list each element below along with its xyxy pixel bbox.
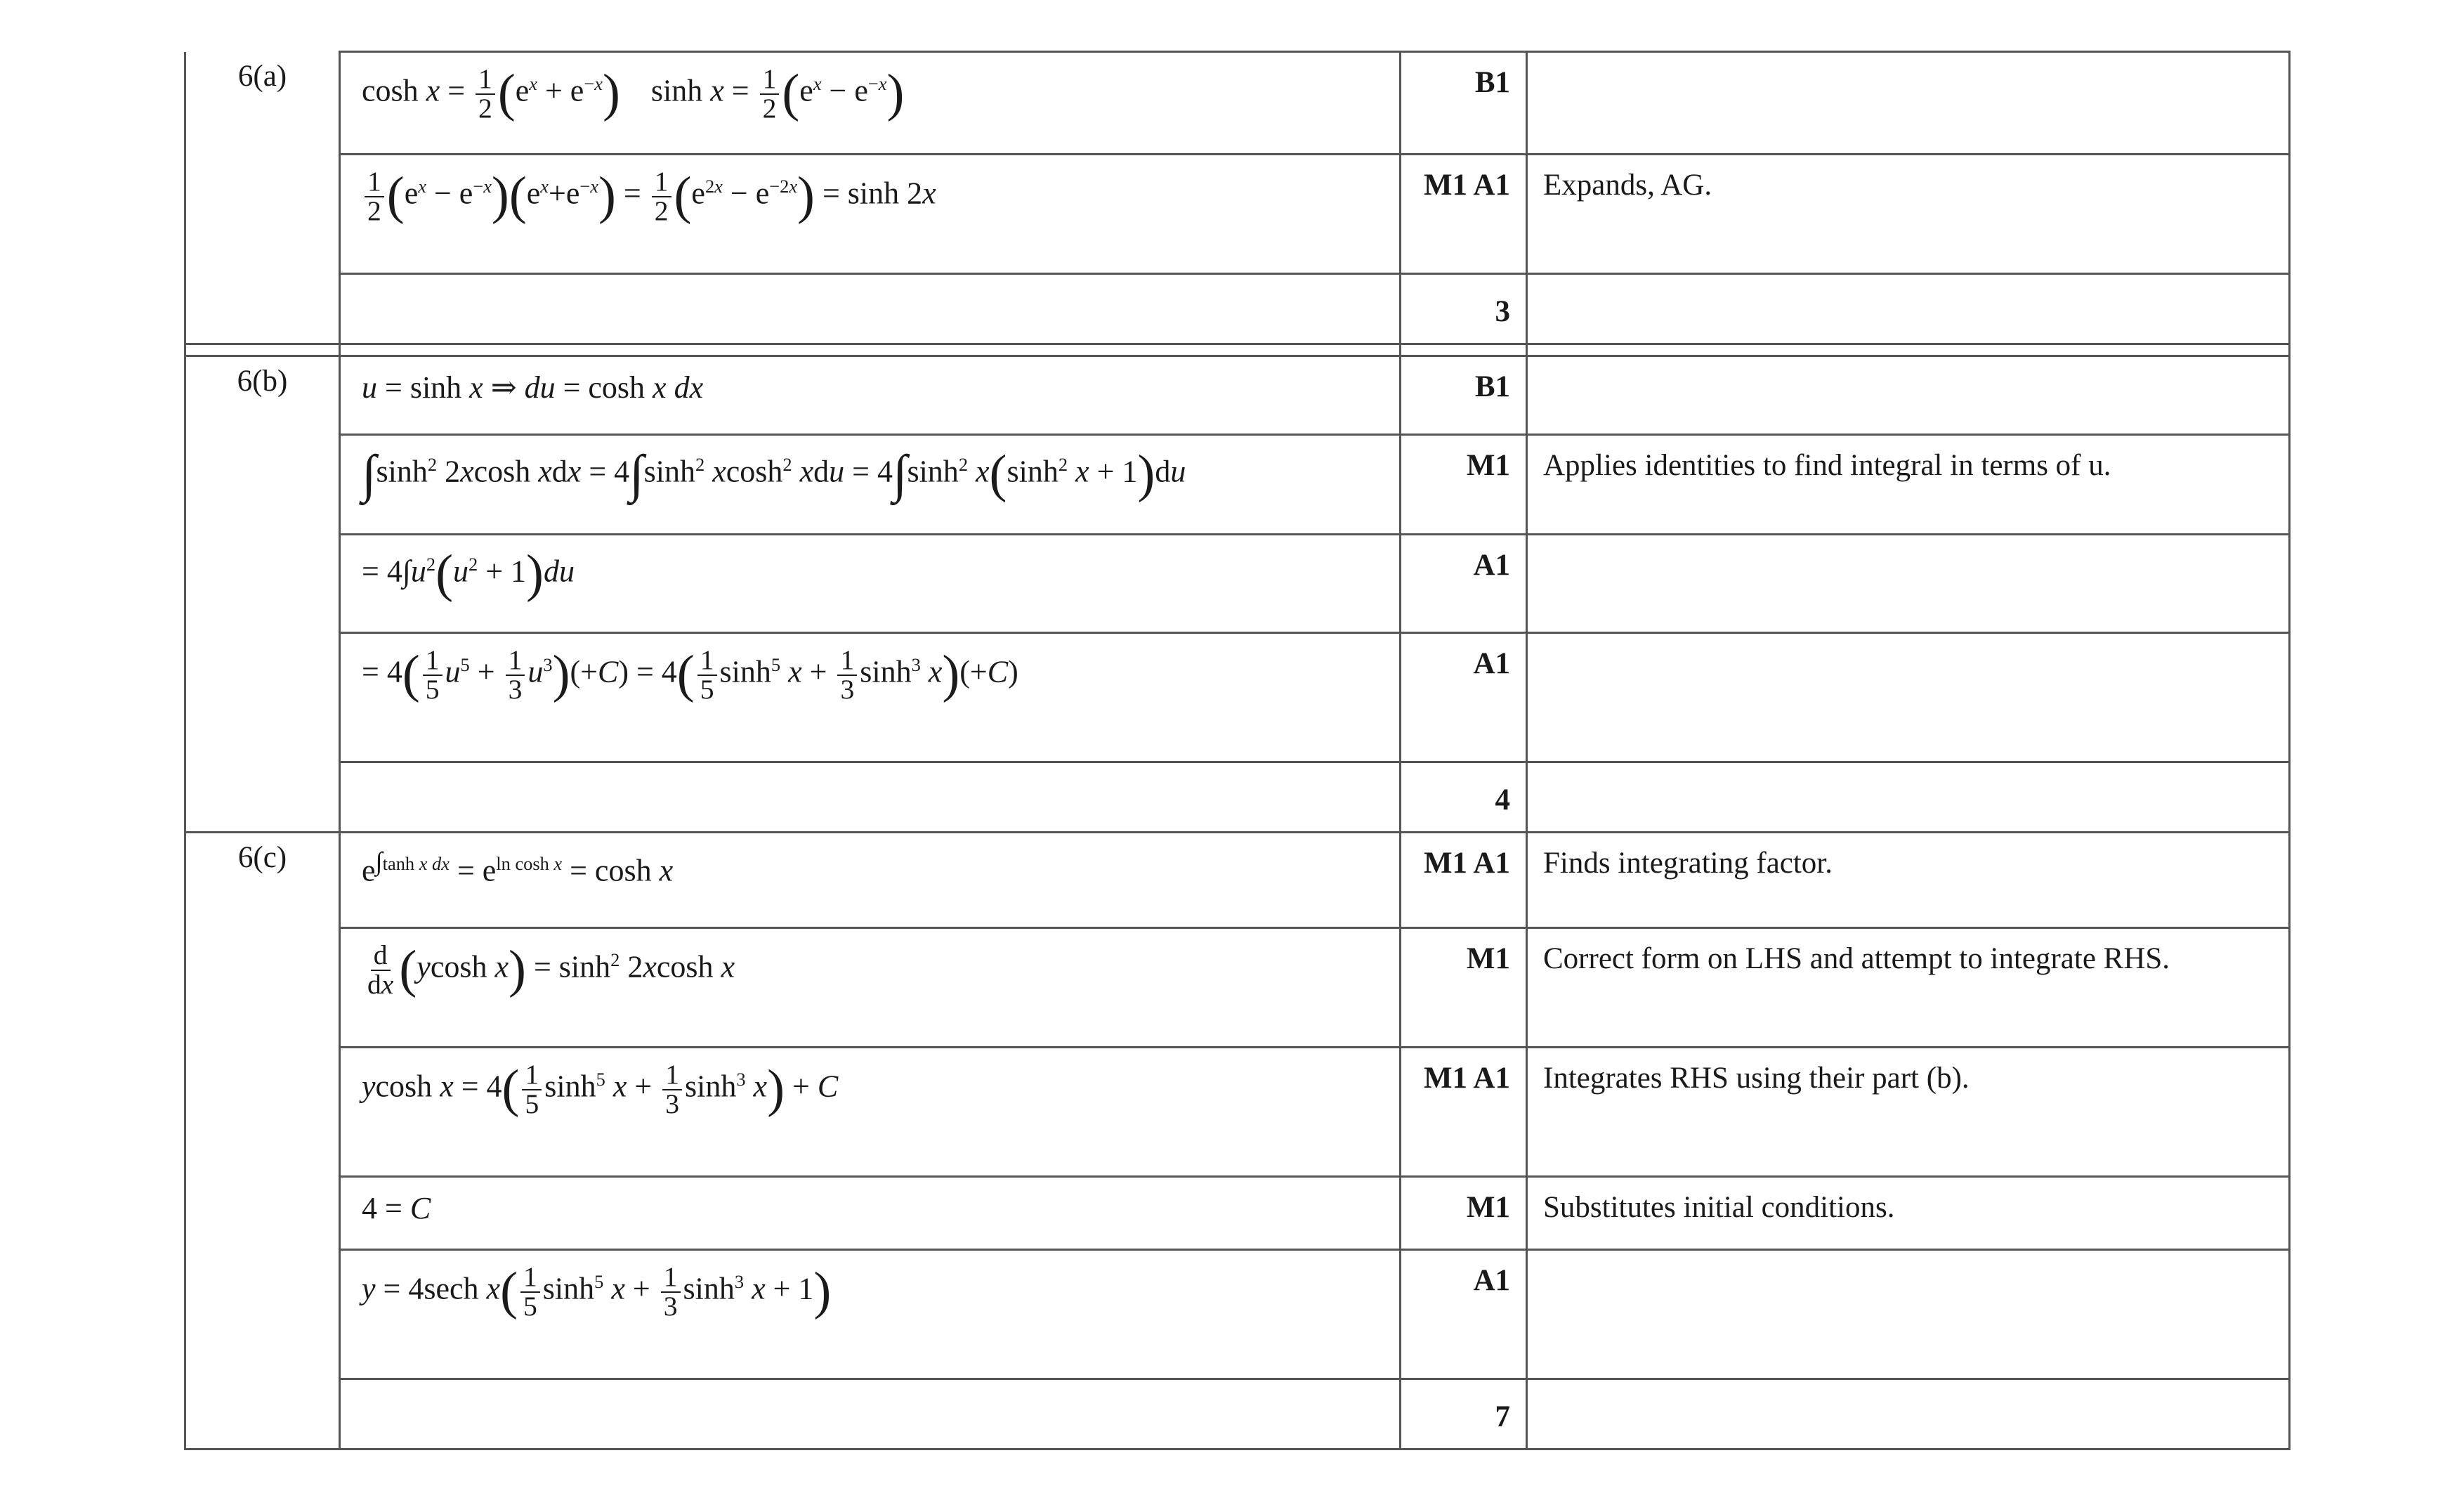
marks-total: 4 (1401, 762, 1527, 833)
guidance-cell: Finds integrating factor. (1527, 833, 2290, 928)
marks-cell: M1 A1 (1401, 1048, 1527, 1177)
answer-cell (340, 633, 1401, 762)
guidance-cell (1527, 1379, 2290, 1449)
math-expression: = $4\int u^2(u^2 + 1)du$ (362, 545, 575, 603)
mark-scheme-table (184, 51, 2291, 1450)
answer-cell (340, 928, 1401, 1048)
guidance-cell: Expands, AG. (1527, 155, 2290, 274)
answer-cell (340, 833, 1401, 928)
table-row (185, 762, 2290, 833)
table-row (185, 52, 2290, 155)
table-row (185, 535, 2290, 633)
marks-total: 3 (1401, 274, 1527, 344)
mark-scheme-sheet (184, 51, 2288, 1450)
table-row (185, 1048, 2290, 1177)
marks-cell: A1 (1401, 1250, 1527, 1379)
table-row (185, 155, 2290, 274)
table-row (185, 833, 2290, 928)
marks-cell: B1 (1401, 52, 1527, 155)
guidance-cell: Substitutes initial conditions. (1527, 1177, 2290, 1250)
table-row (185, 1177, 2290, 1250)
question-number: 6(b) (185, 356, 340, 833)
math-expression: = 4( $\frac{1}{5}$ $u^5$ + $\frac{1}{3}$ $u^3)(+C) = 4$( $\frac{1}{5}$ $\sinh^5 x$ + $\frac{1}{3}$ $\sinh^3 x)(+C)$ (362, 644, 1018, 705)
guidance-cell (1527, 1250, 2290, 1379)
math-expression: $\int\sinh^2$ 2xcosh xdx = $4\int\sinh^2$ xcosh$^2$ xdu = $4\int\sinh^2$ $x(\sinh^2$ x + 1)du (362, 445, 1186, 503)
marks-total: 7 (1401, 1379, 1527, 1449)
question-number: 6(c) (185, 833, 340, 1449)
section-divider (185, 344, 2290, 356)
math-expression: $\frac{d}{dx}$ (ycosh $x) = \sinh^2 2xcosh$ x (367, 939, 735, 1000)
answer-cell (340, 1048, 1401, 1177)
guidance-cell (1527, 535, 2290, 633)
answer-cell (340, 535, 1401, 633)
answer-cell (340, 52, 1401, 155)
guidance-cell: Correct form on LHS and attempt to integrate RHS. (1527, 928, 2290, 1048)
marks-cell: M1 (1401, 928, 1527, 1048)
marks-cell: B1 (1401, 356, 1527, 435)
guidance-cell (1527, 52, 2290, 155)
guidance-cell (1527, 633, 2290, 762)
math-expression: y = 4sech x( $\frac{1}{5}$ $\sinh^5 x$ + $\frac{1}{3}$ $\sinh^3 x + 1$) (362, 1261, 832, 1322)
table-row (185, 928, 2290, 1048)
answer-cell (340, 1177, 1401, 1250)
answer-cell (340, 762, 1401, 833)
table-row (185, 274, 2290, 344)
marks-cell: A1 (1401, 535, 1527, 633)
guidance-cell (1527, 356, 2290, 435)
guidance-cell: Applies identities to find integral in terms of u. (1527, 435, 2290, 535)
marks-cell: M1 A1 (1401, 833, 1527, 928)
answer-cell (340, 1250, 1401, 1379)
answer-cell (340, 274, 1401, 344)
table-row (185, 356, 2290, 435)
marks-cell: M1 A1 (1401, 155, 1527, 274)
math-expression: ycosh x = 4( $\frac{1}{5}$ $\sinh^5 x$ + $\frac{1}{3}$ $\sinh^3 x) + C$ (362, 1059, 839, 1119)
guidance-cell (1527, 762, 2290, 833)
answer-cell (340, 155, 1401, 274)
math-expression: cosh x = $\frac{1}{2}$ $(e^x + e^{-x})$ sinh x = $\frac{1}{2}$ $(e^x - e^{-x})$ (362, 63, 905, 124)
answer-cell (340, 356, 1401, 435)
guidance-cell (1527, 274, 2290, 344)
table-row (185, 1250, 2290, 1379)
table-row (185, 633, 2290, 762)
math-expression: $e^{\int tanh x dx} = e^{ln cosh x} = \cosh x$ (362, 847, 674, 888)
answer-cell (340, 1379, 1401, 1449)
marks-cell: A1 (1401, 633, 1527, 762)
marks-cell: M1 (1401, 1177, 1527, 1250)
math-expression: 4 = C (362, 1191, 431, 1225)
marks-cell: M1 (1401, 435, 1527, 535)
math-expression: $\frac{1}{2}$ $(e^x - e^{-x})(e^x+e^{-x})$ = $\frac{1}{2}$ $(e^{2x} - e^{-2x}) = \sinh 2x$ (362, 168, 936, 225)
guidance-cell: Integrates RHS using their part (b). (1527, 1048, 2290, 1177)
table-row (185, 1379, 2290, 1449)
question-number: 6(a) (185, 52, 340, 344)
answer-cell (340, 435, 1401, 535)
table-row (185, 435, 2290, 535)
math-expression: u = sinh x ⇒ du = cosh x dx (362, 370, 704, 405)
